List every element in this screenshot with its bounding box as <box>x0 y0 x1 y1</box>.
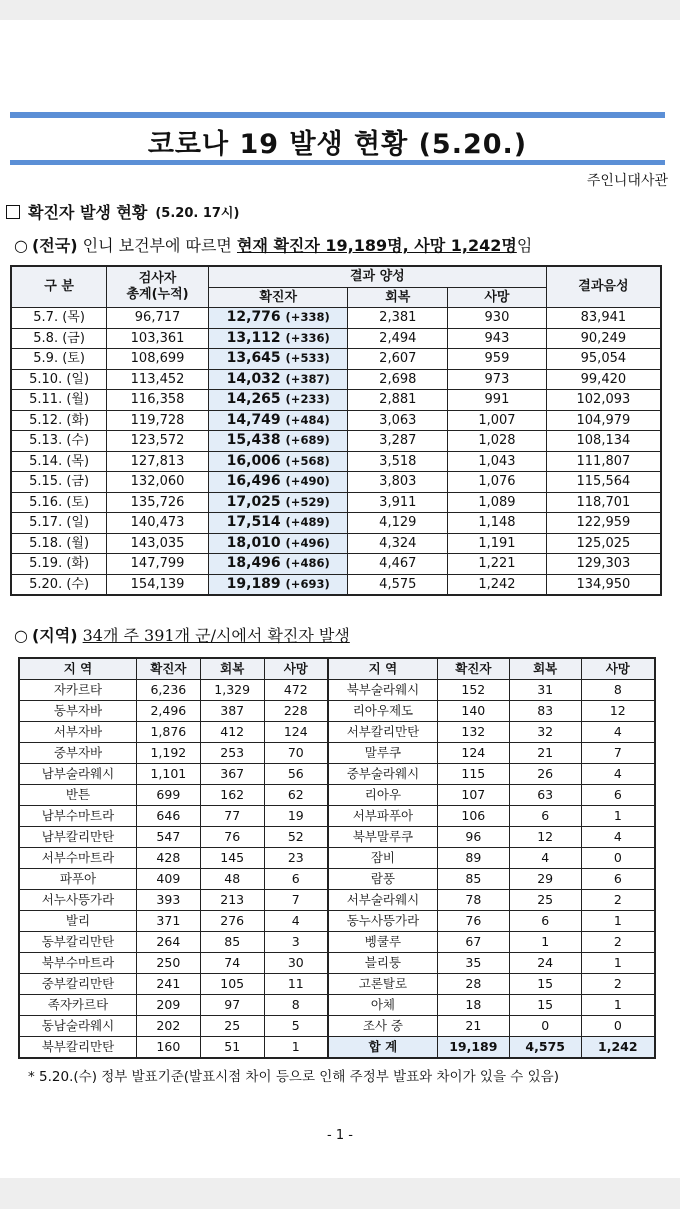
region-deaths: 5 <box>264 1016 328 1037</box>
row-confirmed: 14,265 (+233) <box>208 390 348 411</box>
region-confirmed: 646 <box>136 806 200 827</box>
regional-text: 34개 주 391개 군/시에서 확진자 발생 <box>82 626 350 645</box>
region-name: 북부술라웨시 <box>328 680 437 701</box>
region-recovered: 76 <box>200 827 264 848</box>
region-name: 아체 <box>328 995 437 1016</box>
region-recovered: 4,575 <box>509 1037 581 1059</box>
region-recovered: 0 <box>509 1016 581 1037</box>
region-recovered: 26 <box>509 764 581 785</box>
header-confirmed-left: 확진자 <box>136 658 200 680</box>
region-recovered: 97 <box>200 995 264 1016</box>
row-confirmed: 16,006 (+568) <box>208 451 348 472</box>
region-deaths: 1 <box>581 911 655 932</box>
header-recovered: 회복 <box>348 287 448 308</box>
row-recovered: 4,467 <box>348 554 448 575</box>
row-negative: 90,249 <box>546 328 661 349</box>
region-deaths: 2 <box>581 890 655 911</box>
row-deaths: 973 <box>448 369 547 390</box>
table-row <box>19 764 655 785</box>
region-name: 서부술라웨시 <box>328 890 437 911</box>
row-confirmed: 17,025 (+529) <box>208 492 348 513</box>
region-name: 동남술라웨시 <box>19 1016 136 1037</box>
region-deaths: 70 <box>264 743 328 764</box>
header-region-left: 지 역 <box>19 658 136 680</box>
region-name: 잠비 <box>328 848 437 869</box>
row-recovered: 3,803 <box>348 472 448 493</box>
region-recovered: 83 <box>509 701 581 722</box>
region-name: 중부자바 <box>19 743 136 764</box>
row-deaths: 930 <box>448 308 547 329</box>
region-deaths: 56 <box>264 764 328 785</box>
row-date: 5.16. (토) <box>11 492 107 513</box>
row-negative: 115,564 <box>546 472 661 493</box>
region-recovered: 15 <box>509 974 581 995</box>
region-deaths: 23 <box>264 848 328 869</box>
region-recovered: 15 <box>509 995 581 1016</box>
region-confirmed: 96 <box>437 827 509 848</box>
region-recovered: 105 <box>200 974 264 995</box>
row-recovered: 2,494 <box>348 328 448 349</box>
region-name: 서부수마트라 <box>19 848 136 869</box>
region-recovered: 51 <box>200 1037 264 1059</box>
region-name: 람풍 <box>328 869 437 890</box>
region-deaths: 8 <box>581 680 655 701</box>
table-row <box>19 785 655 806</box>
row-tested: 140,473 <box>107 513 209 534</box>
region-confirmed: 264 <box>136 932 200 953</box>
row-recovered: 4,575 <box>348 574 448 595</box>
table-row <box>19 869 655 890</box>
region-confirmed: 160 <box>136 1037 200 1059</box>
region-name: 서부칼리만탄 <box>328 722 437 743</box>
row-negative: 95,054 <box>546 349 661 370</box>
row-deaths: 1,242 <box>448 574 547 595</box>
row-recovered: 3,063 <box>348 410 448 431</box>
row-deaths: 1,028 <box>448 431 547 452</box>
row-tested: 143,035 <box>107 533 209 554</box>
row-confirmed: 13,112 (+336) <box>208 328 348 349</box>
region-deaths: 6 <box>581 785 655 806</box>
region-name: 남부술라웨시 <box>19 764 136 785</box>
region-name: 발리 <box>19 911 136 932</box>
row-date: 5.14. (목) <box>11 451 107 472</box>
table-row <box>11 513 661 534</box>
row-tested: 96,717 <box>107 308 209 329</box>
region-deaths: 30 <box>264 953 328 974</box>
region-name: 리아우 <box>328 785 437 806</box>
table-row <box>11 431 661 452</box>
row-confirmed: 18,496 (+486) <box>208 554 348 575</box>
region-name: 북부칼리만탄 <box>19 1037 136 1059</box>
region-deaths: 12 <box>581 701 655 722</box>
row-negative: 104,979 <box>546 410 661 431</box>
table-row <box>19 743 655 764</box>
row-date: 5.8. (금) <box>11 328 107 349</box>
table-row <box>11 410 661 431</box>
row-negative: 129,303 <box>546 554 661 575</box>
row-recovered: 3,911 <box>348 492 448 513</box>
circle-bullet-icon: ○ <box>14 236 28 255</box>
header-recovered-right: 회복 <box>509 658 581 680</box>
table-row <box>19 890 655 911</box>
header-deaths-left: 사망 <box>264 658 328 680</box>
region-confirmed: 152 <box>437 680 509 701</box>
region-confirmed: 547 <box>136 827 200 848</box>
row-tested: 108,699 <box>107 349 209 370</box>
region-confirmed: 19,189 <box>437 1037 509 1059</box>
row-confirmed: 17,514 (+489) <box>208 513 348 534</box>
table-row <box>19 680 655 701</box>
row-tested: 103,361 <box>107 328 209 349</box>
region-recovered: 276 <box>200 911 264 932</box>
row-negative: 102,093 <box>546 390 661 411</box>
region-deaths: 2 <box>581 974 655 995</box>
row-date: 5.13. (수) <box>11 431 107 452</box>
row-tested: 116,358 <box>107 390 209 411</box>
region-deaths: 3 <box>264 932 328 953</box>
region-deaths: 7 <box>264 890 328 911</box>
region-confirmed: 89 <box>437 848 509 869</box>
region-recovered: 48 <box>200 869 264 890</box>
row-recovered: 2,607 <box>348 349 448 370</box>
row-deaths: 943 <box>448 328 547 349</box>
row-date: 5.17. (일) <box>11 513 107 534</box>
row-date: 5.11. (월) <box>11 390 107 411</box>
header-region-right: 지 역 <box>328 658 437 680</box>
row-tested: 127,813 <box>107 451 209 472</box>
region-recovered: 77 <box>200 806 264 827</box>
region-confirmed: 250 <box>136 953 200 974</box>
checkbox-icon <box>6 205 20 219</box>
region-recovered: 213 <box>200 890 264 911</box>
table-row <box>11 349 661 370</box>
row-negative: 134,950 <box>546 574 661 595</box>
row-date: 5.7. (목) <box>11 308 107 329</box>
summary-end: 임 <box>516 236 533 255</box>
row-date: 5.19. (화) <box>11 554 107 575</box>
section-date: (5.20. 17시) <box>155 206 240 221</box>
row-date: 5.20. (수) <box>11 574 107 595</box>
region-confirmed: 1,101 <box>136 764 200 785</box>
row-tested: 113,452 <box>107 369 209 390</box>
table-row <box>19 1016 655 1037</box>
row-recovered: 2,381 <box>348 308 448 329</box>
region-name: 자카르타 <box>19 680 136 701</box>
region-recovered: 12 <box>509 827 581 848</box>
region-confirmed: 1,876 <box>136 722 200 743</box>
header-negative: 결과음성 <box>546 266 661 308</box>
region-deaths: 4 <box>581 827 655 848</box>
row-date: 5.12. (화) <box>11 410 107 431</box>
region-deaths: 0 <box>581 1016 655 1037</box>
region-confirmed: 132 <box>437 722 509 743</box>
region-recovered: 25 <box>509 890 581 911</box>
row-recovered: 2,698 <box>348 369 448 390</box>
region-confirmed: 393 <box>136 890 200 911</box>
regional-table <box>18 657 656 1059</box>
summary-highlight: 현재 확진자 19,189명, 사망 1,242명 <box>236 236 517 255</box>
region-name: 말루쿠 <box>328 743 437 764</box>
table-row <box>19 806 655 827</box>
region-recovered: 367 <box>200 764 264 785</box>
row-deaths: 991 <box>448 390 547 411</box>
row-tested: 154,139 <box>107 574 209 595</box>
table-row <box>19 911 655 932</box>
region-confirmed: 1,192 <box>136 743 200 764</box>
region-confirmed: 428 <box>136 848 200 869</box>
row-confirmed: 15,438 (+689) <box>208 431 348 452</box>
table-row <box>11 308 661 329</box>
region-name: 중부칼리만탄 <box>19 974 136 995</box>
table-row <box>19 974 655 995</box>
region-deaths: 6 <box>581 869 655 890</box>
region-name: 고론탈로 <box>328 974 437 995</box>
regional-summary <box>14 623 350 646</box>
region-confirmed: 371 <box>136 911 200 932</box>
table-row <box>19 932 655 953</box>
region-recovered: 6 <box>509 806 581 827</box>
embassy-label: 주인니대사관 <box>586 173 668 189</box>
row-recovered: 3,287 <box>348 431 448 452</box>
section-label: 확진자 발생 현황 <box>28 203 148 222</box>
region-confirmed: 67 <box>437 932 509 953</box>
region-recovered: 412 <box>200 722 264 743</box>
header-category: 구 분 <box>11 266 107 308</box>
row-negative: 83,941 <box>546 308 661 329</box>
region-confirmed: 2,496 <box>136 701 200 722</box>
row-confirmed: 13,645 (+533) <box>208 349 348 370</box>
page-number: - 1 - <box>327 1128 353 1143</box>
region-label: (전국) <box>31 236 78 255</box>
region-confirmed: 78 <box>437 890 509 911</box>
region-recovered: 162 <box>200 785 264 806</box>
table-row <box>19 827 655 848</box>
row-date: 5.9. (토) <box>11 349 107 370</box>
region-confirmed: 209 <box>136 995 200 1016</box>
region-deaths: 19 <box>264 806 328 827</box>
region-name: 남부수마트라 <box>19 806 136 827</box>
region-recovered: 63 <box>509 785 581 806</box>
region-deaths: 2 <box>581 932 655 953</box>
table-row <box>11 492 661 513</box>
region-name: 벵쿨루 <box>328 932 437 953</box>
header-deaths: 사망 <box>448 287 547 308</box>
row-negative: 122,959 <box>546 513 661 534</box>
region-name: 족자카르타 <box>19 995 136 1016</box>
region-confirmed: 18 <box>437 995 509 1016</box>
region-recovered: 253 <box>200 743 264 764</box>
region-name: 서부파푸아 <box>328 806 437 827</box>
document-page <box>0 20 680 1178</box>
region-deaths: 52 <box>264 827 328 848</box>
table-row <box>11 472 661 493</box>
row-confirmed: 14,749 (+484) <box>208 410 348 431</box>
region-recovered: 32 <box>509 722 581 743</box>
circle-bullet-icon: ○ <box>14 626 28 645</box>
row-recovered: 2,881 <box>348 390 448 411</box>
national-summary <box>14 233 532 256</box>
region-deaths: 4 <box>264 911 328 932</box>
region-recovered: 4 <box>509 848 581 869</box>
region-name: 합 계 <box>328 1037 437 1059</box>
region-name: 동부칼리만탄 <box>19 932 136 953</box>
region-recovered: 387 <box>200 701 264 722</box>
region-name: 동누사뜽가라 <box>328 911 437 932</box>
row-deaths: 1,076 <box>448 472 547 493</box>
table-row <box>11 390 661 411</box>
row-tested: 123,572 <box>107 431 209 452</box>
table-row <box>11 451 661 472</box>
bottom-accent-bar <box>10 160 665 165</box>
header-positive: 결과 양성 <box>208 266 546 287</box>
row-confirmed: 18,010 (+496) <box>208 533 348 554</box>
region-deaths: 8 <box>264 995 328 1016</box>
region-deaths: 0 <box>581 848 655 869</box>
table-row <box>11 533 661 554</box>
row-recovered: 3,518 <box>348 451 448 472</box>
region-confirmed: 140 <box>437 701 509 722</box>
row-confirmed: 14,032 (+387) <box>208 369 348 390</box>
row-deaths: 1,089 <box>448 492 547 513</box>
region-name: 블리퉁 <box>328 953 437 974</box>
row-recovered: 4,129 <box>348 513 448 534</box>
row-deaths: 1,191 <box>448 533 547 554</box>
row-confirmed: 12,776 (+338) <box>208 308 348 329</box>
row-date: 5.18. (월) <box>11 533 107 554</box>
table-row <box>19 722 655 743</box>
region-deaths: 62 <box>264 785 328 806</box>
summary-text: 인니 보건부에 따르면 <box>82 236 232 255</box>
region-recovered: 29 <box>509 869 581 890</box>
table-row <box>11 554 661 575</box>
header-recovered-left: 회복 <box>200 658 264 680</box>
footnote: * 5.20.(수) 정부 발표기준(발표시점 차이 등으로 인해 주정부 발표와 차이가 있을 수 있음) <box>28 1069 559 1085</box>
region-deaths: 7 <box>581 743 655 764</box>
region-deaths: 472 <box>264 680 328 701</box>
row-date: 5.15. (금) <box>11 472 107 493</box>
row-tested: 132,060 <box>107 472 209 493</box>
row-negative: 125,025 <box>546 533 661 554</box>
region-deaths: 1 <box>264 1037 328 1059</box>
region-deaths: 4 <box>581 764 655 785</box>
header-confirmed-right: 확진자 <box>437 658 509 680</box>
region-recovered: 85 <box>200 932 264 953</box>
region-name: 반튼 <box>19 785 136 806</box>
header-tested: 검사자 총계(누적) <box>107 266 209 308</box>
row-negative: 108,134 <box>546 431 661 452</box>
row-date: 5.10. (일) <box>11 369 107 390</box>
row-negative: 118,701 <box>546 492 661 513</box>
region-name: 북부수마트라 <box>19 953 136 974</box>
table-row <box>19 953 655 974</box>
region-deaths: 4 <box>581 722 655 743</box>
row-deaths: 1,221 <box>448 554 547 575</box>
region-recovered: 1 <box>509 932 581 953</box>
top-accent-bar <box>10 112 665 118</box>
region-deaths: 1 <box>581 806 655 827</box>
region-recovered: 21 <box>509 743 581 764</box>
table-row <box>19 848 655 869</box>
header-deaths-right: 사망 <box>581 658 655 680</box>
region-recovered: 24 <box>509 953 581 974</box>
region-name: 남부칼리만탄 <box>19 827 136 848</box>
region-confirmed: 115 <box>437 764 509 785</box>
region-recovered: 74 <box>200 953 264 974</box>
region-confirmed: 85 <box>437 869 509 890</box>
row-negative: 99,420 <box>546 369 661 390</box>
region-confirmed: 6,236 <box>136 680 200 701</box>
table-row <box>11 328 661 349</box>
row-deaths: 959 <box>448 349 547 370</box>
section-heading <box>6 200 239 223</box>
region-recovered: 25 <box>200 1016 264 1037</box>
region-deaths: 228 <box>264 701 328 722</box>
region-deaths: 1,242 <box>581 1037 655 1059</box>
national-table <box>10 265 662 596</box>
region-name: 파푸아 <box>19 869 136 890</box>
table-row <box>19 1037 655 1059</box>
region-deaths: 1 <box>581 995 655 1016</box>
region-confirmed: 35 <box>437 953 509 974</box>
row-deaths: 1,043 <box>448 451 547 472</box>
table-row <box>11 574 661 595</box>
region-name: 중부술라웨시 <box>328 764 437 785</box>
row-confirmed: 16,496 (+490) <box>208 472 348 493</box>
row-recovered: 4,324 <box>348 533 448 554</box>
table-row <box>19 995 655 1016</box>
region-deaths: 6 <box>264 869 328 890</box>
region-recovered: 31 <box>509 680 581 701</box>
header-confirmed: 확진자 <box>208 287 348 308</box>
row-negative: 111,807 <box>546 451 661 472</box>
row-tested: 135,726 <box>107 492 209 513</box>
row-confirmed: 19,189 (+693) <box>208 574 348 595</box>
region-name: 리아우제도 <box>328 701 437 722</box>
region-confirmed: 124 <box>437 743 509 764</box>
region-label: (지역) <box>31 626 78 645</box>
region-confirmed: 699 <box>136 785 200 806</box>
table-row <box>11 369 661 390</box>
region-confirmed: 28 <box>437 974 509 995</box>
table-row <box>19 701 655 722</box>
page-title: 코로나 19 발생 현황 (5.20.) <box>147 129 528 160</box>
row-deaths: 1,148 <box>448 513 547 534</box>
region-deaths: 11 <box>264 974 328 995</box>
region-recovered: 145 <box>200 848 264 869</box>
region-confirmed: 409 <box>136 869 200 890</box>
region-deaths: 1 <box>581 953 655 974</box>
region-recovered: 1,329 <box>200 680 264 701</box>
region-confirmed: 241 <box>136 974 200 995</box>
region-deaths: 124 <box>264 722 328 743</box>
region-confirmed: 107 <box>437 785 509 806</box>
region-name: 서부자바 <box>19 722 136 743</box>
region-confirmed: 21 <box>437 1016 509 1037</box>
region-confirmed: 106 <box>437 806 509 827</box>
region-name: 서누사뜽가라 <box>19 890 136 911</box>
region-recovered: 6 <box>509 911 581 932</box>
region-name: 조사 중 <box>328 1016 437 1037</box>
row-tested: 147,799 <box>107 554 209 575</box>
region-name: 동부자바 <box>19 701 136 722</box>
region-name: 북부말루쿠 <box>328 827 437 848</box>
row-deaths: 1,007 <box>448 410 547 431</box>
region-confirmed: 76 <box>437 911 509 932</box>
row-tested: 119,728 <box>107 410 209 431</box>
region-confirmed: 202 <box>136 1016 200 1037</box>
